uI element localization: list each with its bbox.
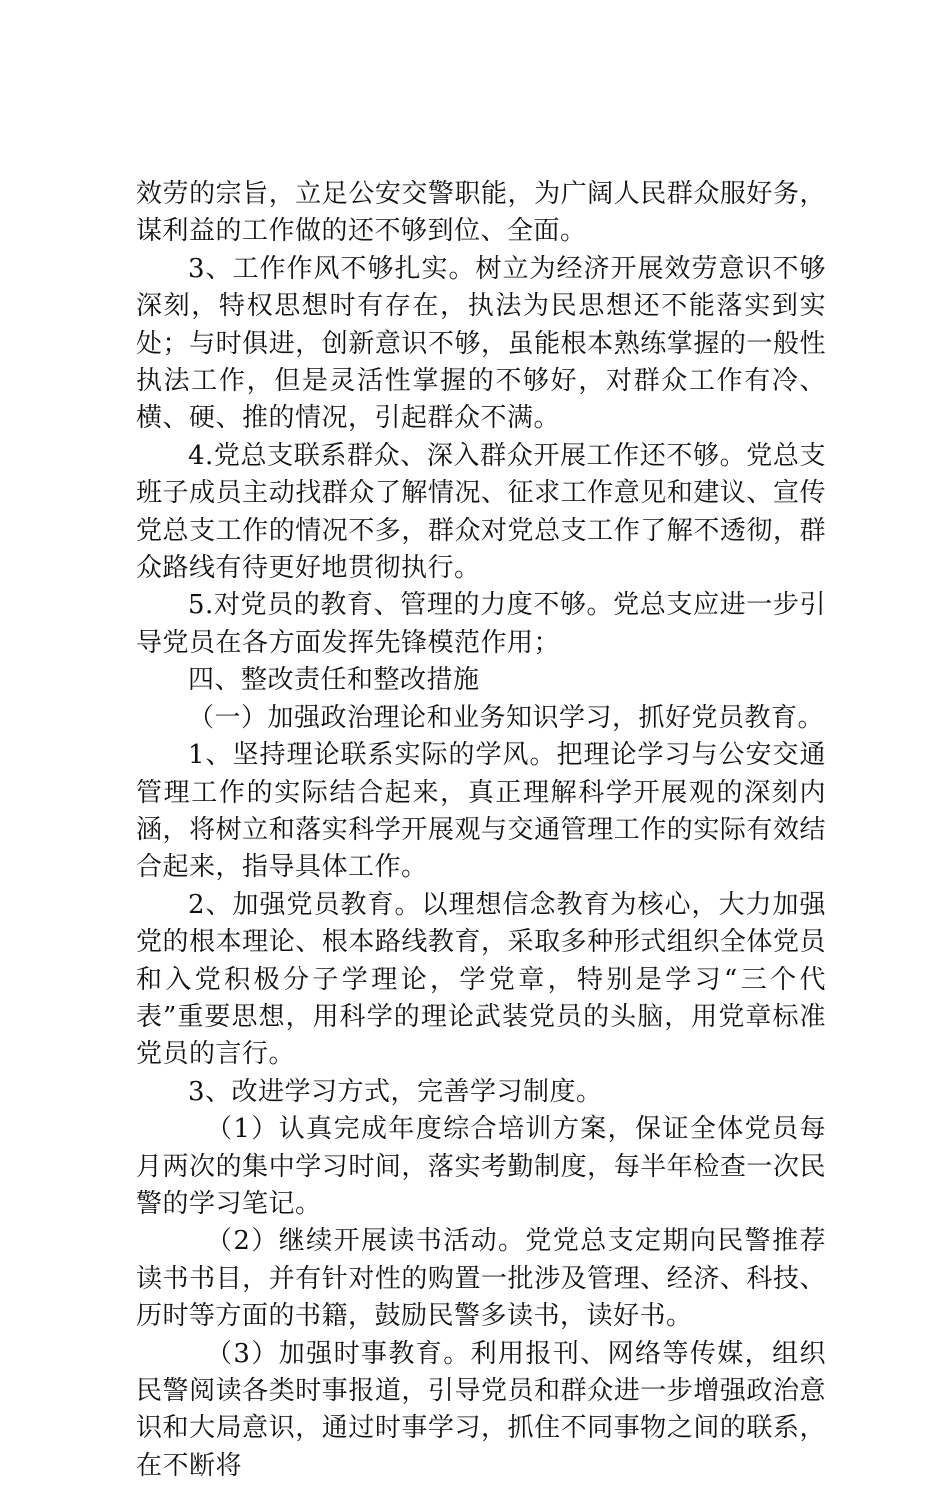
subsection-heading-1: （一）加强政治理论和业务知识学习，抓好党员教育。 bbox=[188, 702, 825, 733]
document-body bbox=[136, 176, 826, 1485]
paragraph-continuation: 效劳的宗旨，立足公安交警职能，为广阔人民群众服好务，谋利益的工作做的还不够到位、全面。 bbox=[136, 179, 826, 247]
paragraph-sub-3: （3）加强时事教育。利用报刊、网络等传媒，组织民警阅读各类时事报道，引导党员和群众进一步增强政治意识和大局意识，通过时事学习，抓住不同事物之间的联系，在不断将 bbox=[136, 1338, 826, 1481]
paragraph-item-4: 4.党总支联系群众、深入群众开展工作还不够。党总支班子成员主动找群众了解情况、征求工作意见和建议、宣传党总支工作的情况不多，群众对党总支工作了解不透彻，群众路线有待更好地贯彻执行。 bbox=[136, 440, 826, 584]
paragraph-measure-1: 1、坚持理论联系实际的学风。把理论学习与公安交通管理工作的实际结合起来，真正理解科学开展观的深刻内涵，将树立和落实科学开展观与交通管理工作的实际有效结合起来，指导具体工作。 bbox=[136, 740, 826, 883]
paragraph-sub-1: （1）认真完成年度综合培训方案，保证全体党员每月两次的集中学习时间，落实考勤制度，每半年检查一次民警的学习笔记。 bbox=[136, 1114, 826, 1219]
paragraph-measure-3: 3、改进学习方式，完善学习制度。 bbox=[188, 1076, 603, 1107]
paragraph-item-5: 5.对党员的教育、管理的力度不够。党总支应进一步引导党员在各方面发挥先锋模范作用； bbox=[136, 590, 826, 658]
paragraph-sub-2: （2）继续开展读书活动。党党总支定期向民警推荐读书书目，并有针对性的购置一批涉及管理、经济、科技、历时等方面的书籍，鼓励民警多读书，读好书。 bbox=[136, 1226, 826, 1332]
section-heading-4: 四、整改责任和整改措施 bbox=[188, 665, 480, 696]
paragraph-item-3: 3、工作作风不够扎实。树立为经济开展效劳意识不够深刻，特权思想时有存在，执法为民思想还不能落实到实处；与时俱进，创新意识不够，虽能根本熟练掌握的一般性执法工作，但是灵活性掌握的不够好，对群众工作有冷、横、硬、推的情况，引起群众不满。 bbox=[136, 253, 826, 434]
paragraph-measure-2: 2、加强党员教育。以理想信念教育为核心，大力加强党的根本理论、根本路线教育，采取多种形式组织全体党员和入党积极分子学理论，学党章，特别是学习“三个代表”重要思想，用科学的理论武装党员的头脑，用党章标准党员的言行。 bbox=[136, 889, 826, 1070]
